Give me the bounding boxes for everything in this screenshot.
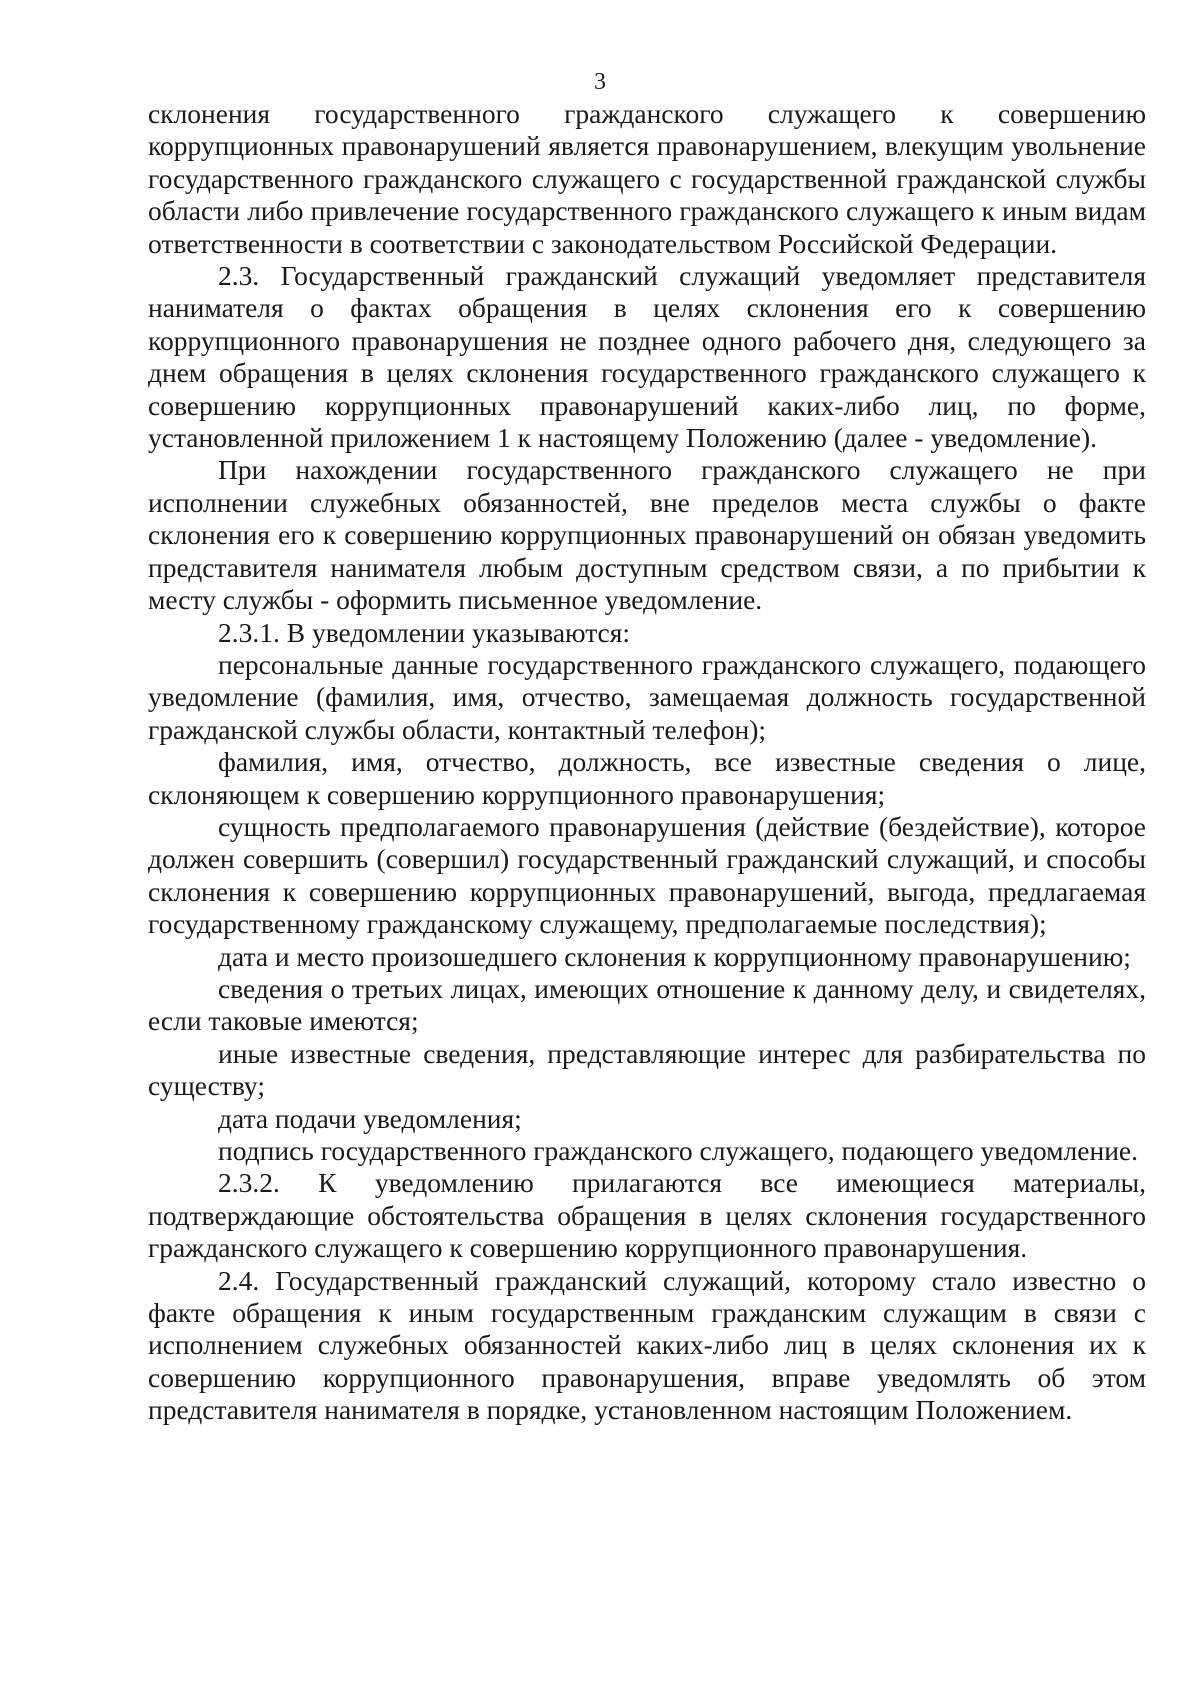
paragraph-continuation: склонения государственного гражданского служащего к совершению коррупционных правонарушений является правонарушением, влекущим увольнение государственного гражданского служащего с государственной гражданской службы области либо привлечение государственного гражданского служащего к иным видам ответственности в соответствии с законодательством Российской Федерации. xyxy=(148,98,1146,259)
page-number: 3 xyxy=(594,69,606,95)
list-item-offense-essence: сущность предполагаемого правонарушения (действие (бездействие), которое должен совершить (совершил) государственный гражданский служащий, и способы склонения к совершению коррупционных правонарушений, выгода, предлагаемая государственному гражданскому служащему, предполагаемые последствия); xyxy=(148,810,1146,940)
paragraph-2-3: 2.3. Государственный гражданский служащий уведомляет представителя нанимателя о фактах обращения в целях склонения его к совершению коррупционного правонарушения не позднее одного рабочего дня, следующего за днем обращения в целях склонения государственного гражданского служащего к совершению коррупционных правонарушений каких-либо лиц, по форме, установленной приложением 1 к настоящему Положению (далее - уведомление). xyxy=(148,260,1146,454)
paragraph-2-3-2: 2.3.2. К уведомлению прилагаются все имеющиеся материалы, подтверждающие обстоятельства обращения в целях склонения государственного гражданского служащего к совершению коррупционного правонарушения. xyxy=(148,1167,1146,1264)
paragraph-2-4: 2.4. Государственный гражданский служащий, которому стало известно о факте обращения к иным государственным гражданским служащим в связи с исполнением служебных обязанностей каких-либо лиц в целях склонения их к совершению коррупционного правонарушения, вправе уведомлять об этом представителя нанимателя в порядке, установленном настоящим Положением. xyxy=(148,1264,1146,1426)
list-item-submission-date: дата подачи уведомления; xyxy=(218,1102,522,1134)
list-item-signature: подпись государственного гражданского служащего, подающего уведомление. xyxy=(218,1135,1139,1166)
list-item-date-place: дата и место произошедшего склонения к коррупционному правонарушению; xyxy=(218,940,1131,972)
document-body xyxy=(148,98,1146,1427)
list-item-other-info: иные известные сведения, представляющие интерес для разбирательства по существу; xyxy=(148,1037,1146,1102)
list-item-third-parties: сведения о третьих лицах, имеющих отношение к данному делу, и свидетелях, если таковые имеются; xyxy=(148,972,1146,1037)
list-item-person-info: фамилия, имя, отчество, должность, все известные сведения о лице, склоняющем к совершению коррупционного правонарушения; xyxy=(148,746,1146,810)
paragraph-2-3-1: 2.3.1. В уведомлении указываются: xyxy=(218,616,631,648)
paragraph-notification-outside-duty: При нахождении государственного гражданского служащего не при исполнении служебных обязанностей, вне пределов места службы о факте склонения его к совершению коррупционных правонарушений он обязан уведомить представителя нанимателя любым доступным средством связи, а по прибытии к месту службы - оформить письменное уведомление. xyxy=(148,454,1146,616)
list-item-personal-data: персональные данные государственного гражданского служащего, подающего уведомление (фамилия, имя, отчество, замещаемая должность государственной гражданской службы области, контактный телефон); xyxy=(148,648,1146,745)
